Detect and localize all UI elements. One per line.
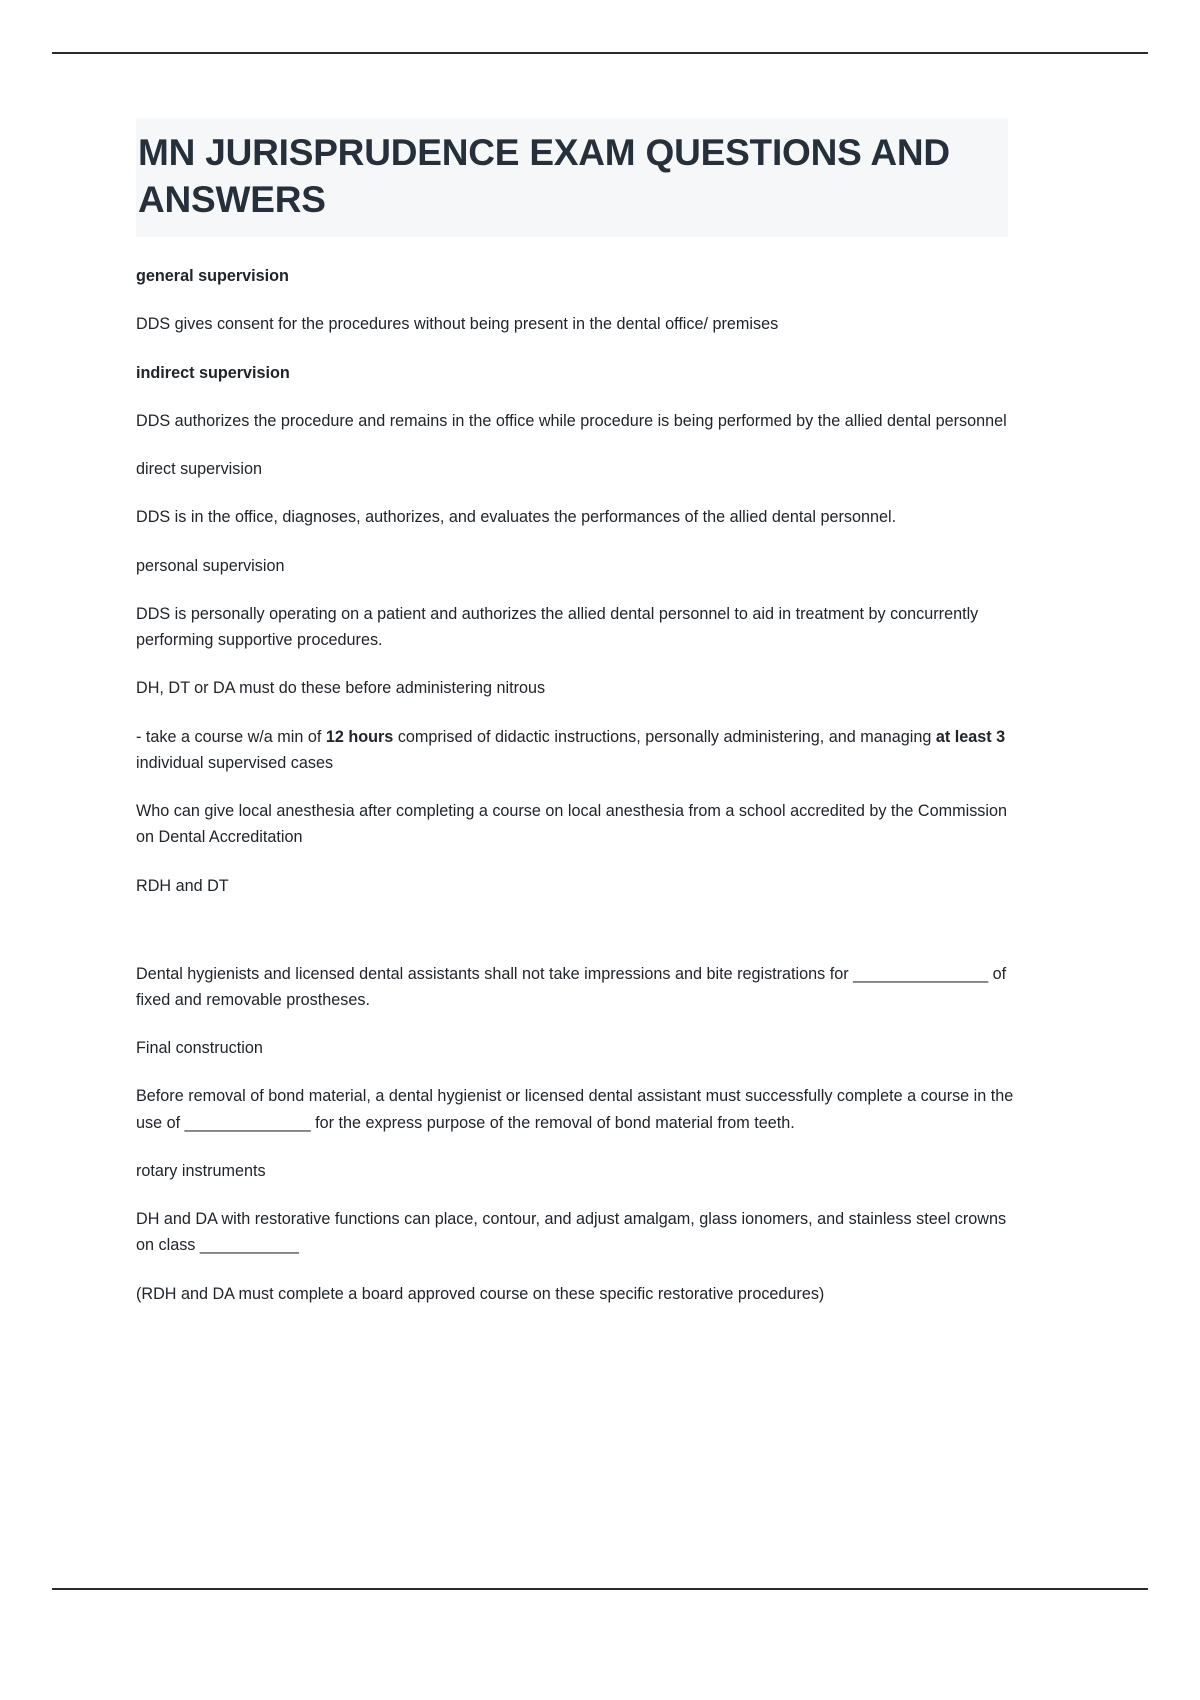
answer-impressions: Final construction [136,1039,263,1058]
answer-nitrous-suffix: individual supervised cases [136,753,334,772]
definition-direct-supervision: DDS is in the office, diagnoses, authorizes, and evaluates the performances of the allied dental personnel. [136,508,897,527]
question-amalgam: DH and DA with restorative functions can place, contour, and adjust amalgam, glass ionomers, and stainless steel crowns on class ___________ [136,1210,1007,1255]
answer-nitrous-prefix: - take a course w/a min of [136,727,326,746]
answer-nitrous [136,724,1024,776]
answer-bond-material: rotary instruments [136,1161,266,1180]
title-block [136,118,1008,237]
term-indirect-supervision: indirect supervision [136,363,290,382]
term-general-supervision: general supervision [136,267,289,286]
note-restorative: (RDH and DA must complete a board approved course on these specific restorative procedures) [136,1284,825,1303]
answer-local-anesthesia: RDH and DT [136,876,229,895]
answer-nitrous-hours: 12 hours [325,727,394,746]
question-nitrous: DH, DT or DA must do these before administering nitrous [136,679,546,698]
section-gap [136,921,1024,961]
question-impressions: Dental hygienists and licensed dental assistants shall not take impressions and bite registrations for _______________ of fixed and removable prostheses. [136,964,1007,1009]
question-bond-material: Before removal of bond material, a dental hygienist or licensed dental assistant must successfully complete a course in the use of ______________ for the express purpose of the removal of bond material from teeth. [136,1087,1014,1132]
answer-nitrous-cases: at least 3 [935,727,1006,746]
page-title: MN JURISPRUDENCE EXAM QUESTIONS AND ANSWERS [138,132,950,220]
answer-nitrous-middle: comprised of didactic instructions, personally administering, and managing [393,727,936,746]
header-divider [52,52,1148,54]
term-personal-supervision: personal supervision [136,556,285,575]
footer-divider [52,1588,1148,1590]
definition-general-supervision: DDS gives consent for the procedures without being present in the dental office/ premises [136,315,779,334]
document-content [136,118,1024,1329]
definition-personal-supervision: DDS is personally operating on a patient and authorizes the allied dental personnel to aid in treatment by concurrently performing supportive procedures. [136,604,979,650]
definition-indirect-supervision: DDS authorizes the procedure and remains in the office while procedure is being performed by the allied dental personnel [136,411,1007,430]
term-direct-supervision: direct supervision [136,460,262,479]
question-local-anesthesia: Who can give local anesthesia after completing a course on local anesthesia from a school accredited by the Commission on Dental Accreditation [136,802,1007,847]
